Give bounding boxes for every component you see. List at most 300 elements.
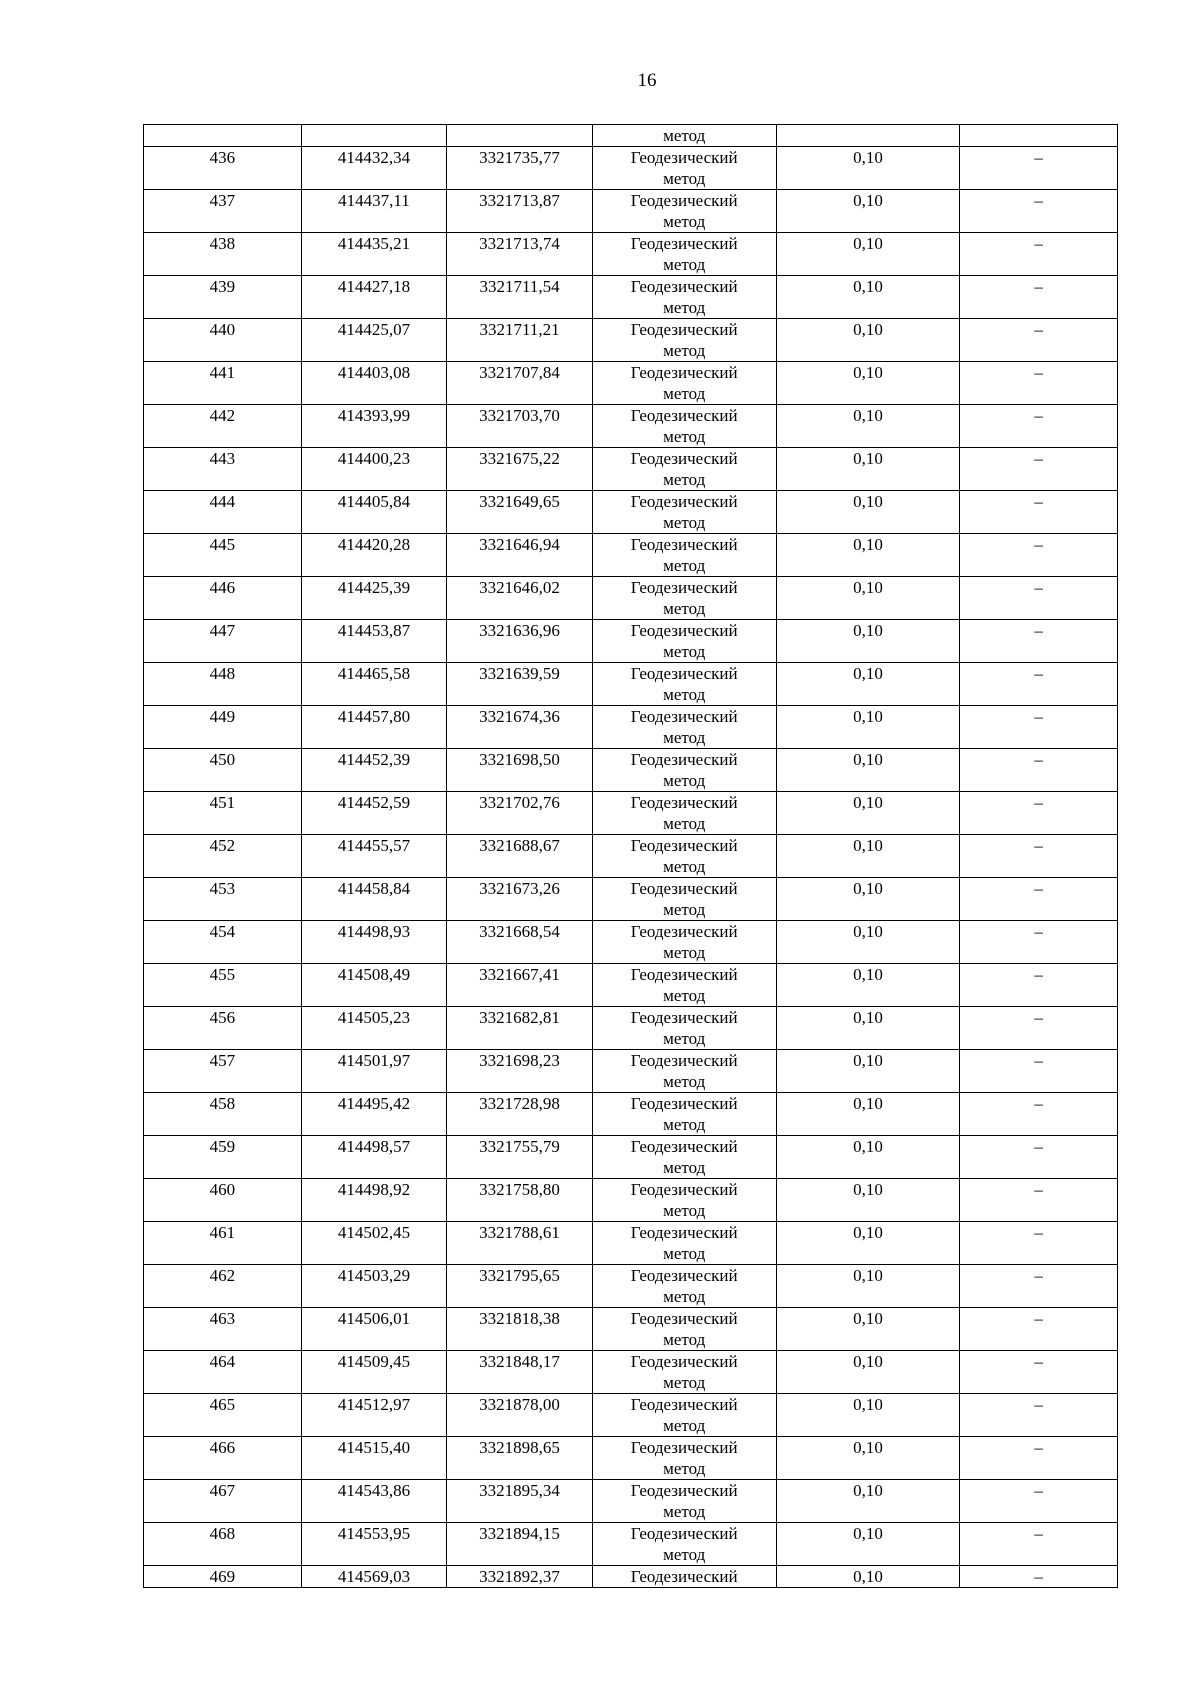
table-row [144,147,1118,190]
y-coordinate-cell: 3321639,59 [447,663,593,706]
x-coordinate-cell: 414495,42 [301,1093,447,1136]
method-cell [592,1480,776,1523]
accuracy-cell: 0,10 [776,1351,960,1394]
x-coordinate-cell: 414501,97 [301,1050,447,1093]
point-number-cell: 454 [144,921,302,964]
x-coordinate-cell: 414453,87 [301,620,447,663]
table-row [144,362,1118,405]
note-cell: – [960,405,1118,448]
note-cell: – [960,1222,1118,1265]
point-number-cell: 459 [144,1136,302,1179]
table-row [144,1308,1118,1351]
y-coordinate-cell: 3321698,23 [447,1050,593,1093]
method-line-2: метод [663,900,706,919]
point-number-cell: 447 [144,620,302,663]
point-number-cell: 468 [144,1523,302,1566]
method-line-1: Геодезический [630,320,738,339]
accuracy-cell: 0,10 [776,534,960,577]
note-cell: – [960,835,1118,878]
method-line-2: метод [663,1459,706,1478]
method-cell [592,921,776,964]
method-line-2: метод [663,212,706,231]
accuracy-cell: 0,10 [776,792,960,835]
method-line-1: Геодезический [630,1481,738,1500]
note-cell: – [960,1480,1118,1523]
y-coordinate-cell: 3321682,81 [447,1007,593,1050]
accuracy-cell [776,125,960,147]
x-coordinate-cell: 414432,34 [301,147,447,190]
method-cell [592,835,776,878]
table-row [144,1222,1118,1265]
x-coordinate-cell: 414452,39 [301,749,447,792]
method-cell [592,620,776,663]
method-cell [592,1136,776,1179]
method-cell [592,792,776,835]
method-line-2: метод [663,169,706,188]
note-cell: – [960,878,1118,921]
method-line-1: Геодезический [630,1094,738,1113]
point-number-cell: 446 [144,577,302,620]
accuracy-cell: 0,10 [776,663,960,706]
accuracy-cell: 0,10 [776,1222,960,1265]
point-number-cell: 458 [144,1093,302,1136]
method-line-1: Геодезический [630,1567,738,1586]
accuracy-cell: 0,10 [776,1050,960,1093]
method-cell [592,1093,776,1136]
method-line-1: Геодезический [630,1051,738,1070]
x-coordinate-cell: 414543,86 [301,1480,447,1523]
method-line-1: Геодезический [630,492,738,511]
method-line-2: метод [663,685,706,704]
method-cell [592,1007,776,1050]
table-row [144,534,1118,577]
method-line-2: метод [663,427,706,446]
method-cell [592,448,776,491]
y-coordinate-cell: 3321795,65 [447,1265,593,1308]
method-line-1: Геодезический [630,277,738,296]
y-coordinate-cell: 3321667,41 [447,964,593,1007]
y-coordinate-cell: 3321675,22 [447,448,593,491]
method-line-2: метод [663,1201,706,1220]
table-row [144,1351,1118,1394]
note-cell: – [960,1050,1118,1093]
accuracy-cell: 0,10 [776,276,960,319]
method-line-1: Геодезический [630,879,738,898]
point-number-cell: 436 [144,147,302,190]
point-number-cell: 441 [144,362,302,405]
note-cell: – [960,190,1118,233]
method-line-1: Геодезический [630,1137,738,1156]
method-line-1: Геодезический [630,148,738,167]
method-line-2: метод [663,814,706,833]
table-row [144,921,1118,964]
table-row [144,620,1118,663]
note-cell: – [960,319,1118,362]
page-number: 16 [637,70,657,91]
method-line-1: Геодезический [630,1395,738,1414]
x-coordinate-cell: 414553,95 [301,1523,447,1566]
method-line-1: Геодезический [630,664,738,683]
note-cell: – [960,147,1118,190]
accuracy-cell: 0,10 [776,147,960,190]
x-coordinate-cell: 414405,84 [301,491,447,534]
table-row [144,1265,1118,1308]
y-coordinate-cell: 3321894,15 [447,1523,593,1566]
accuracy-cell: 0,10 [776,1480,960,1523]
note-cell: – [960,1265,1118,1308]
accuracy-cell: 0,10 [776,1566,960,1588]
method-cell [592,964,776,1007]
point-number-cell: 445 [144,534,302,577]
table-row [144,233,1118,276]
note-cell: – [960,663,1118,706]
method-line-1: Геодезический [630,1008,738,1027]
method-cell [592,1523,776,1566]
table-row [144,878,1118,921]
point-number-cell: 464 [144,1351,302,1394]
x-coordinate-cell: 414458,84 [301,878,447,921]
y-coordinate-cell: 3321735,77 [447,147,593,190]
y-coordinate-cell: 3321898,65 [447,1437,593,1480]
point-number-cell: 462 [144,1265,302,1308]
note-cell: – [960,448,1118,491]
note-cell: – [960,1136,1118,1179]
x-coordinate-cell: 414427,18 [301,276,447,319]
y-coordinate-cell: 3321703,70 [447,405,593,448]
point-number-cell [144,125,302,147]
note-cell: – [960,1437,1118,1480]
method-line-1: Геодезический [630,1309,738,1328]
x-coordinate-cell: 414400,23 [301,448,447,491]
x-coordinate-cell: 414512,97 [301,1394,447,1437]
method-line-2: метод [663,1545,706,1564]
note-cell: – [960,1093,1118,1136]
y-coordinate-cell: 3321711,54 [447,276,593,319]
y-coordinate-cell: 3321698,50 [447,749,593,792]
method-line-2: метод [663,1158,706,1177]
x-coordinate-cell: 414515,40 [301,1437,447,1480]
method-line-2: метод [663,556,706,575]
table-row [144,448,1118,491]
method-line-1: Геодезический [630,449,738,468]
x-coordinate-cell: 414505,23 [301,1007,447,1050]
x-coordinate-cell: 414503,29 [301,1265,447,1308]
point-number-cell: 450 [144,749,302,792]
table-row [144,964,1118,1007]
x-coordinate-cell: 414425,39 [301,577,447,620]
x-coordinate-cell: 414452,59 [301,792,447,835]
method-line-1: Геодезический [630,1438,738,1457]
point-number-cell: 437 [144,190,302,233]
y-coordinate-cell: 3321878,00 [447,1394,593,1437]
method-line-2: метод [663,1502,706,1521]
y-coordinate-cell: 3321646,94 [447,534,593,577]
table-row [144,749,1118,792]
table-row [144,1523,1118,1566]
method-line-2: метод [663,1416,706,1435]
table-row-continuation [144,125,1118,147]
note-cell: – [960,1179,1118,1222]
method-cell [592,319,776,362]
method-line-2: метод [663,943,706,962]
coordinates-table [143,124,1118,1588]
y-coordinate-cell: 3321728,98 [447,1093,593,1136]
point-number-cell: 443 [144,448,302,491]
note-cell: – [960,1394,1118,1437]
accuracy-cell: 0,10 [776,1394,960,1437]
table-row [144,319,1118,362]
table-row [144,276,1118,319]
method-line-1: Геодезический [630,922,738,941]
point-number-cell: 465 [144,1394,302,1437]
x-coordinate-cell: 414457,80 [301,706,447,749]
accuracy-cell: 0,10 [776,448,960,491]
method-line-2: метод [663,1330,706,1349]
point-number-cell: 444 [144,491,302,534]
point-number-cell: 461 [144,1222,302,1265]
x-coordinate-cell: 414506,01 [301,1308,447,1351]
accuracy-cell: 0,10 [776,1437,960,1480]
method-line-2: метод [663,298,706,317]
table-row [144,1136,1118,1179]
method-line-2: метод [663,1072,706,1091]
accuracy-cell: 0,10 [776,749,960,792]
method-line-1: Геодезический [630,621,738,640]
point-number-cell: 456 [144,1007,302,1050]
method-cell [592,1179,776,1222]
note-cell: – [960,1523,1118,1566]
note-cell: – [960,921,1118,964]
y-coordinate-cell: 3321818,38 [447,1308,593,1351]
x-coordinate-cell: 414435,21 [301,233,447,276]
accuracy-cell: 0,10 [776,620,960,663]
method-line-2: метод [663,341,706,360]
method-cell [592,233,776,276]
table-row [144,792,1118,835]
note-cell: – [960,749,1118,792]
y-coordinate-cell: 3321788,61 [447,1222,593,1265]
method-line-2: метод [663,1115,706,1134]
x-coordinate-cell: 414455,57 [301,835,447,878]
point-number-cell: 455 [144,964,302,1007]
y-coordinate-cell: 3321702,76 [447,792,593,835]
point-number-cell: 453 [144,878,302,921]
table-row [144,405,1118,448]
method-line-2: метод [663,728,706,747]
table-row [144,1179,1118,1222]
accuracy-cell: 0,10 [776,1308,960,1351]
y-coordinate-cell: 3321674,36 [447,706,593,749]
x-coordinate-cell: 414420,28 [301,534,447,577]
method-cell [592,1308,776,1351]
note-cell: – [960,1308,1118,1351]
point-number-cell: 469 [144,1566,302,1588]
note-cell: – [960,577,1118,620]
y-coordinate-cell: 3321892,37 [447,1566,593,1588]
point-number-cell: 467 [144,1480,302,1523]
accuracy-cell: 0,10 [776,491,960,534]
method-line-1: Геодезический [630,1223,738,1242]
point-number-cell: 452 [144,835,302,878]
method-line-1: Геодезический [630,793,738,812]
y-coordinate-cell: 3321646,02 [447,577,593,620]
accuracy-cell: 0,10 [776,1093,960,1136]
accuracy-cell: 0,10 [776,1265,960,1308]
method-line-2: метод [663,470,706,489]
method-line-1: Геодезический [630,1524,738,1543]
method-line-2: метод [663,384,706,403]
method-line-1: Геодезический [630,707,738,726]
point-number-cell: 463 [144,1308,302,1351]
method-line-2: метод [663,857,706,876]
point-number-cell: 438 [144,233,302,276]
accuracy-cell: 0,10 [776,964,960,1007]
table-row [144,835,1118,878]
y-coordinate-cell: 3321713,74 [447,233,593,276]
note-cell [960,125,1118,147]
method-cell [592,1566,776,1588]
method-cell [592,1437,776,1480]
method-cell [592,491,776,534]
method-cell [592,362,776,405]
note-cell: – [960,362,1118,405]
y-coordinate-cell: 3321673,26 [447,878,593,921]
y-coordinate-cell: 3321688,67 [447,835,593,878]
x-coordinate-cell: 414498,93 [301,921,447,964]
x-coordinate-cell: 414393,99 [301,405,447,448]
note-cell: – [960,491,1118,534]
method-line-1: Геодезический [630,1352,738,1371]
method-line-1: Геодезический [630,1266,738,1285]
accuracy-cell: 0,10 [776,233,960,276]
table-row [144,1093,1118,1136]
x-coordinate-cell: 414425,07 [301,319,447,362]
table-row [144,190,1118,233]
method-line-2: метод [663,1029,706,1048]
y-coordinate-cell: 3321713,87 [447,190,593,233]
table-row [144,1437,1118,1480]
method-line-1: Геодезический [630,836,738,855]
method-line-1: Геодезический [630,191,738,210]
x-coordinate-cell: 414569,03 [301,1566,447,1588]
note-cell: – [960,1007,1118,1050]
method-line-1: Геодезический [630,363,738,382]
y-coordinate-cell [447,125,593,147]
y-coordinate-cell: 3321668,54 [447,921,593,964]
method-line-1: Геодезический [630,234,738,253]
y-coordinate-cell: 3321649,65 [447,491,593,534]
x-coordinate-cell: 414509,45 [301,1351,447,1394]
table-row [144,1480,1118,1523]
method-line-1: Геодезический [630,750,738,769]
accuracy-cell: 0,10 [776,921,960,964]
table-row [144,706,1118,749]
method-cell [592,749,776,792]
method-line-2: метод [663,1287,706,1306]
table-row [144,1566,1118,1588]
table-row [144,491,1118,534]
table-row [144,1050,1118,1093]
method-cell [592,1394,776,1437]
point-number-cell: 457 [144,1050,302,1093]
y-coordinate-cell: 3321636,96 [447,620,593,663]
accuracy-cell: 0,10 [776,835,960,878]
method-cell [592,190,776,233]
method-line-2: метод [663,513,706,532]
note-cell: – [960,276,1118,319]
method-cell [592,276,776,319]
accuracy-cell: 0,10 [776,405,960,448]
method-line-1: Геодезический [630,535,738,554]
method-cell [592,663,776,706]
method-cell: метод [592,125,776,147]
y-coordinate-cell: 3321711,21 [447,319,593,362]
note-cell: – [960,792,1118,835]
method-line-2: метод [663,986,706,1005]
accuracy-cell: 0,10 [776,878,960,921]
y-coordinate-cell: 3321895,34 [447,1480,593,1523]
point-number-cell: 448 [144,663,302,706]
x-coordinate-cell: 414465,58 [301,663,447,706]
y-coordinate-cell: 3321848,17 [447,1351,593,1394]
y-coordinate-cell: 3321707,84 [447,362,593,405]
x-coordinate-cell: 414498,92 [301,1179,447,1222]
method-line-2: метод [663,771,706,790]
method-cell [592,1222,776,1265]
method-line-2: метод [663,1373,706,1392]
method-line-2: метод [663,642,706,661]
x-coordinate-cell: 414498,57 [301,1136,447,1179]
note-cell: – [960,534,1118,577]
x-coordinate-cell [301,125,447,147]
x-coordinate-cell: 414403,08 [301,362,447,405]
note-cell: – [960,1566,1118,1588]
x-coordinate-cell: 414508,49 [301,964,447,1007]
accuracy-cell: 0,10 [776,190,960,233]
accuracy-cell: 0,10 [776,1179,960,1222]
method-cell [592,878,776,921]
method-cell [592,1351,776,1394]
method-cell [592,1050,776,1093]
point-number-cell: 440 [144,319,302,362]
table-row [144,663,1118,706]
point-number-cell: 439 [144,276,302,319]
method-line-1: Геодезический [630,965,738,984]
note-cell: – [960,1351,1118,1394]
method-line-2: метод [663,255,706,274]
point-number-cell: 449 [144,706,302,749]
coordinates-table-body [144,125,1118,1588]
method-cell [592,405,776,448]
table-row [144,1394,1118,1437]
y-coordinate-cell: 3321758,80 [447,1179,593,1222]
method-line-2: метод [663,1244,706,1263]
accuracy-cell: 0,10 [776,1523,960,1566]
table-row [144,577,1118,620]
point-number-cell: 460 [144,1179,302,1222]
method-cell [592,1265,776,1308]
method-line-1: Геодезический [630,406,738,425]
accuracy-cell: 0,10 [776,362,960,405]
x-coordinate-cell: 414437,11 [301,190,447,233]
note-cell: – [960,706,1118,749]
note-cell: – [960,620,1118,663]
note-cell: – [960,964,1118,1007]
point-number-cell: 451 [144,792,302,835]
method-line-1: Геодезический [630,578,738,597]
method-line-2: метод [663,599,706,618]
table-row [144,1007,1118,1050]
